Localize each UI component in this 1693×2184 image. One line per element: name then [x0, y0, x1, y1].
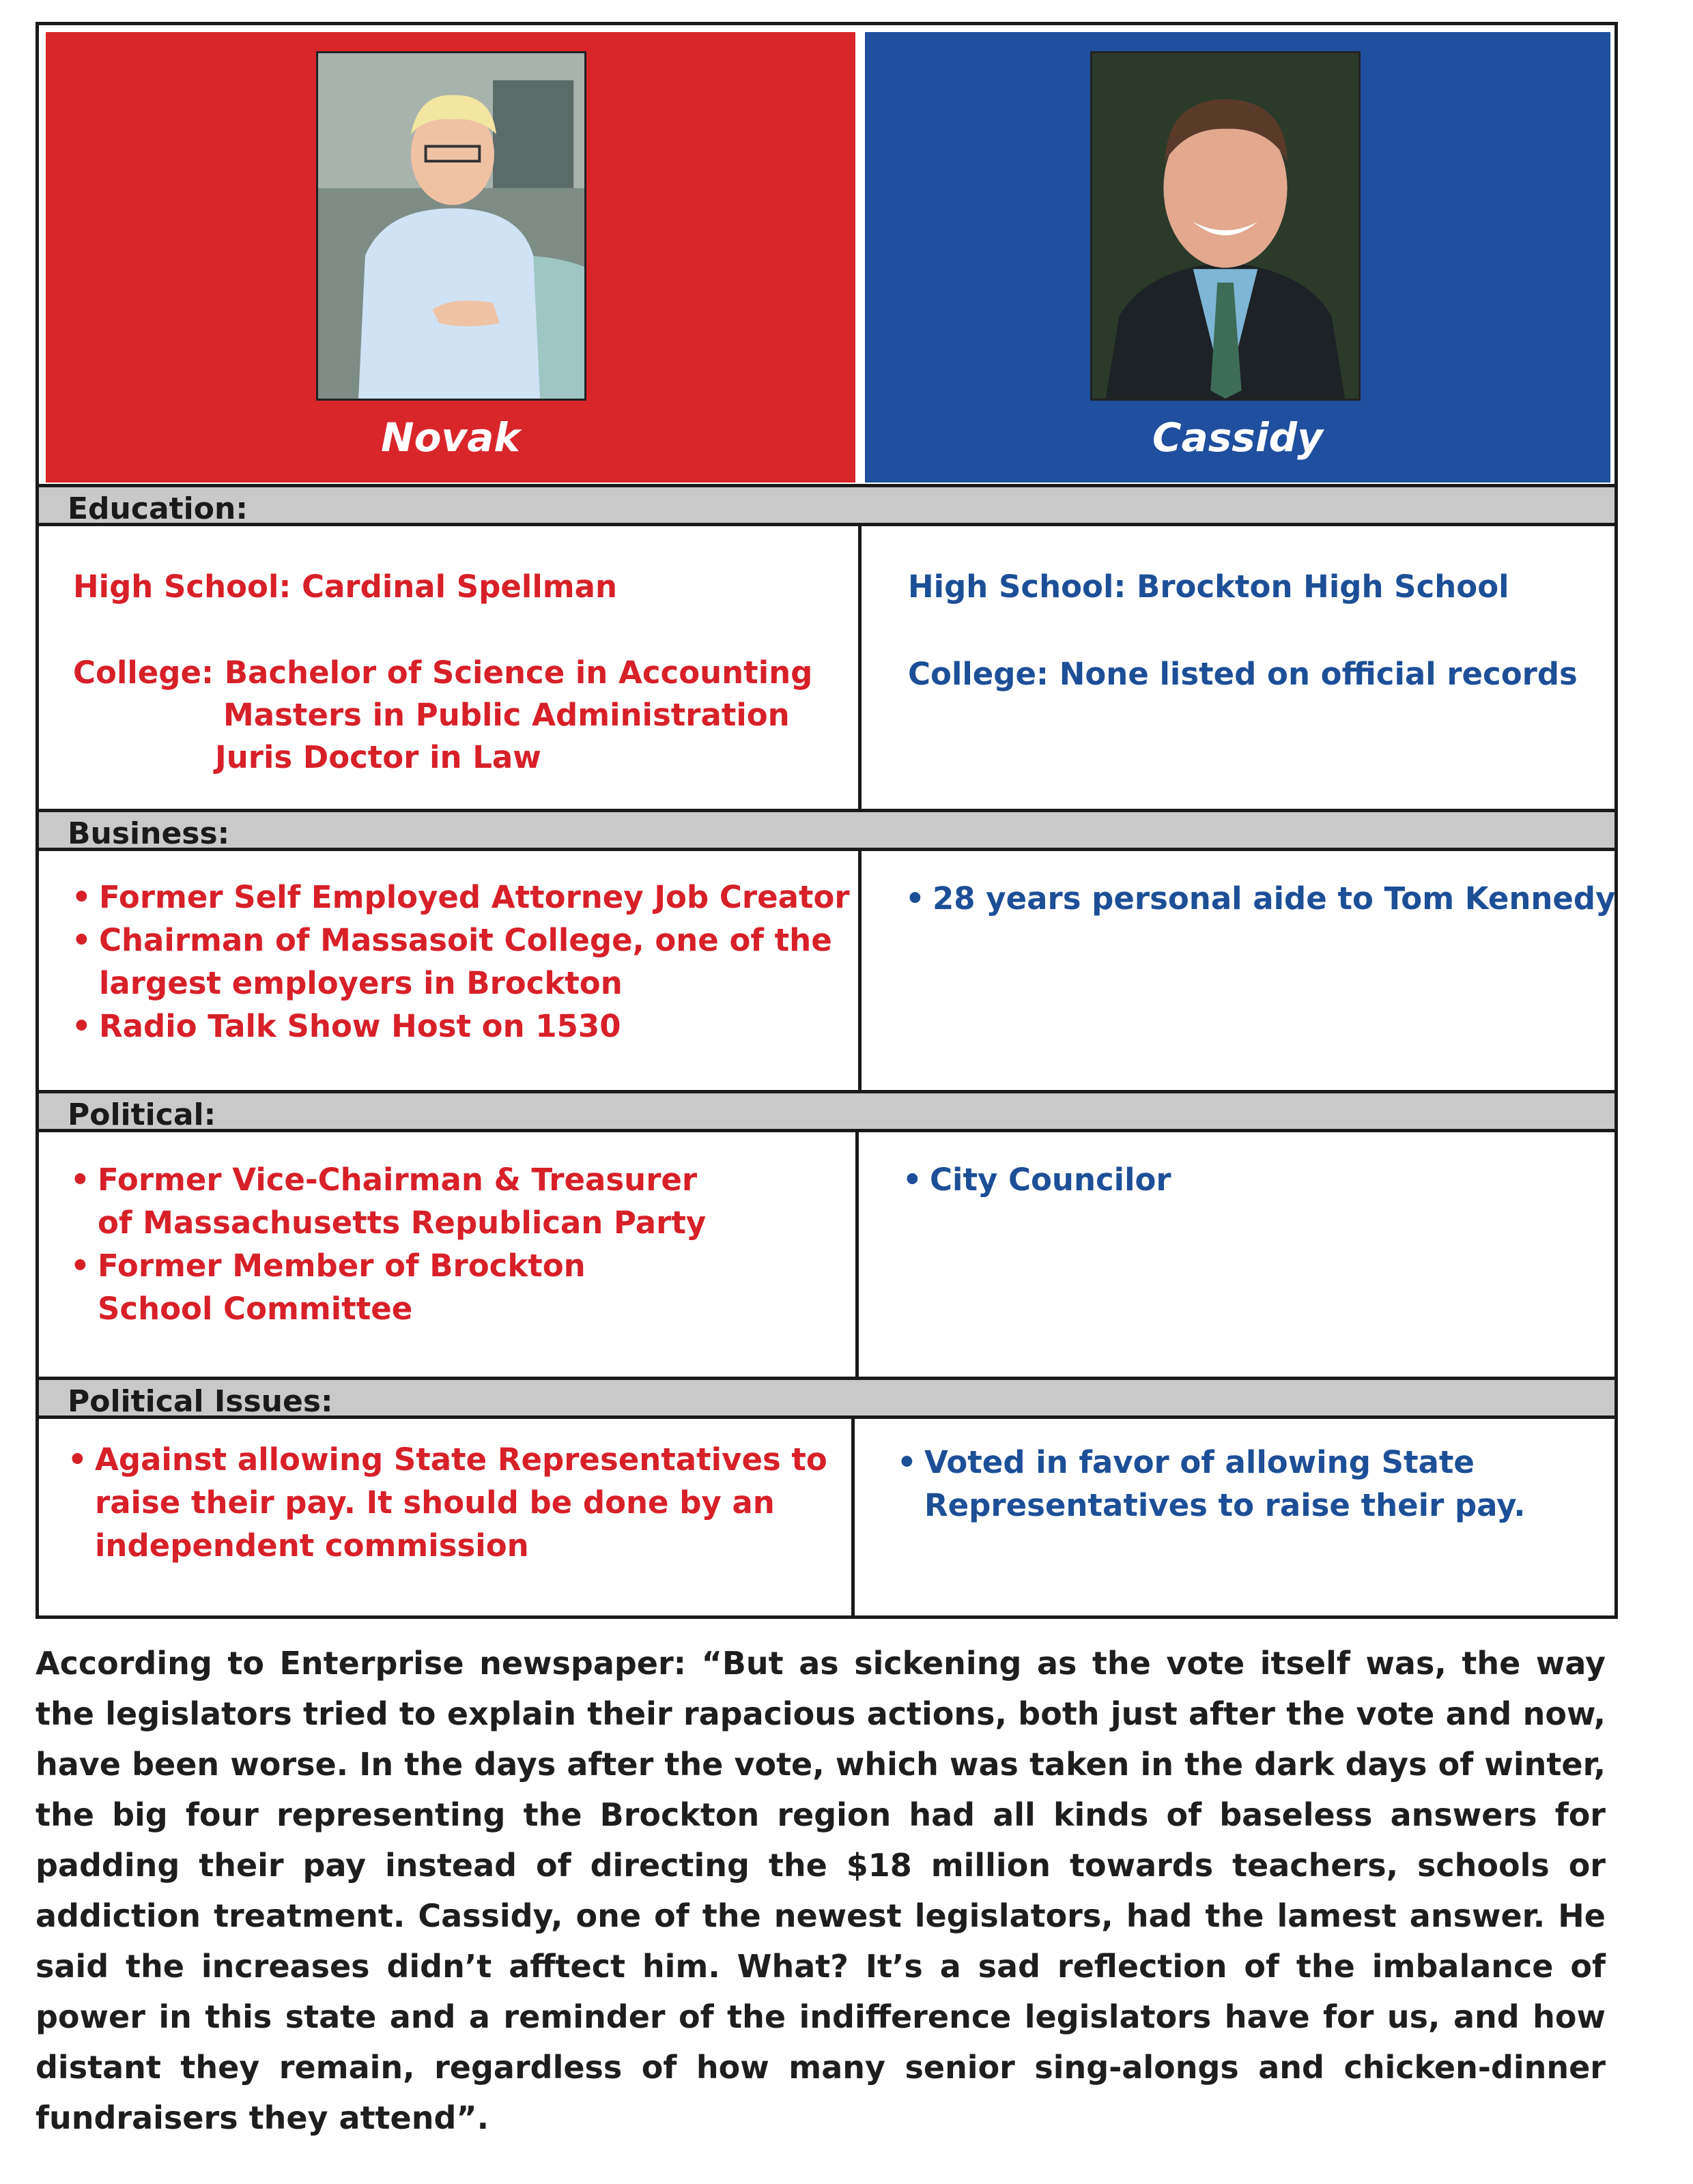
comparison-table	[35, 22, 1618, 1619]
education-bar	[39, 484, 1614, 526]
novak-college-1: College: Bachelor of Science in Accounting	[73, 655, 813, 691]
novak-name: Novak	[381, 414, 520, 461]
education-label: Education:	[68, 491, 248, 526]
education-cassidy-cell	[862, 526, 1612, 827]
issues-novak-cell	[39, 1419, 851, 1615]
business-label: Business:	[68, 816, 230, 851]
novak-college-2: Masters in Public Administration	[223, 697, 790, 733]
novak-photo	[316, 51, 586, 401]
cassidy-header	[865, 32, 1610, 483]
issues-cassidy-cell	[855, 1419, 1612, 1615]
novak-political-item: • Former Member of Brockton School Committee	[70, 1244, 706, 1330]
novak-header	[46, 32, 855, 483]
business-novak-cell	[39, 851, 858, 1110]
cassidy-business-list	[905, 877, 1615, 920]
cassidy-name: Cassidy	[1152, 414, 1323, 461]
political-label: Political:	[68, 1097, 216, 1132]
novak-political-item: • Former Vice-Chairman & Treasurer of Massachusetts Republican Party	[70, 1158, 706, 1244]
cassidy-issues-list	[897, 1441, 1525, 1527]
education-novak-cell	[39, 526, 858, 827]
issues-label: Political Issues:	[68, 1384, 333, 1419]
political-bar	[39, 1090, 1614, 1132]
political-novak-cell	[39, 1132, 855, 1398]
cassidy-high-school: High School: Brockton High School	[908, 569, 1509, 605]
business-cassidy-cell	[862, 851, 1616, 1110]
business-bar	[39, 809, 1614, 851]
novak-high-school: High School: Cardinal Spellman	[73, 569, 618, 605]
novak-business-item: • Chairman of Massasoit College, one of the largest employers in Brockton	[72, 919, 850, 1005]
novak-issues-item: • Against allowing State Representatives to raise their pay. It should be done by an independent commission	[68, 1438, 827, 1567]
cassidy-political-list	[902, 1158, 1171, 1201]
cassidy-political-item: • City Councilor	[902, 1158, 1171, 1201]
novak-college-3: Juris Doctor in Law	[215, 739, 541, 775]
novak-business-list	[72, 876, 850, 1048]
issues-bar	[39, 1377, 1614, 1419]
novak-issues-list	[68, 1438, 827, 1567]
cassidy-portrait-image	[1092, 53, 1358, 399]
political-cassidy-cell	[859, 1132, 1610, 1398]
enterprise-quote: According to Enterprise newspaper: “But as sickening as the vote itself was, the way the legislators tried to explain their rapacious actions, both just after the vote and now, have been worse. In the days after the vote, which was taken in the dark days of winter, the big four representing the Brockton region had all kinds of baseless answers for padding their pay instead of directing the $18 million towards teachers, schools or addiction treatment. Cassidy, one of the newest legislators, had the lamest answer. He said the increases didn’t afftect him. What? It’s a sad reflection of the imbalance of power in this state and a reminder of the indifference legislators have for us, and how distant they remain, regardless of how many senior sing-alongs and chicken-dinner fundraisers they attend”.	[35, 1645, 1606, 2136]
cassidy-photo	[1090, 51, 1361, 401]
cassidy-college: College: None listed on official records	[908, 656, 1578, 692]
cassidy-business-item: • 28 years personal aide to Tom Kennedy	[905, 877, 1615, 920]
novak-business-item: • Radio Talk Show Host on 1530	[72, 1005, 850, 1048]
novak-portrait-image	[318, 53, 584, 399]
novak-business-item: • Former Self Employed Attorney Job Creator	[72, 876, 850, 919]
novak-political-list	[70, 1158, 706, 1330]
cassidy-issues-item: • Voted in favor of allowing State Representatives to raise their pay.	[897, 1441, 1525, 1527]
